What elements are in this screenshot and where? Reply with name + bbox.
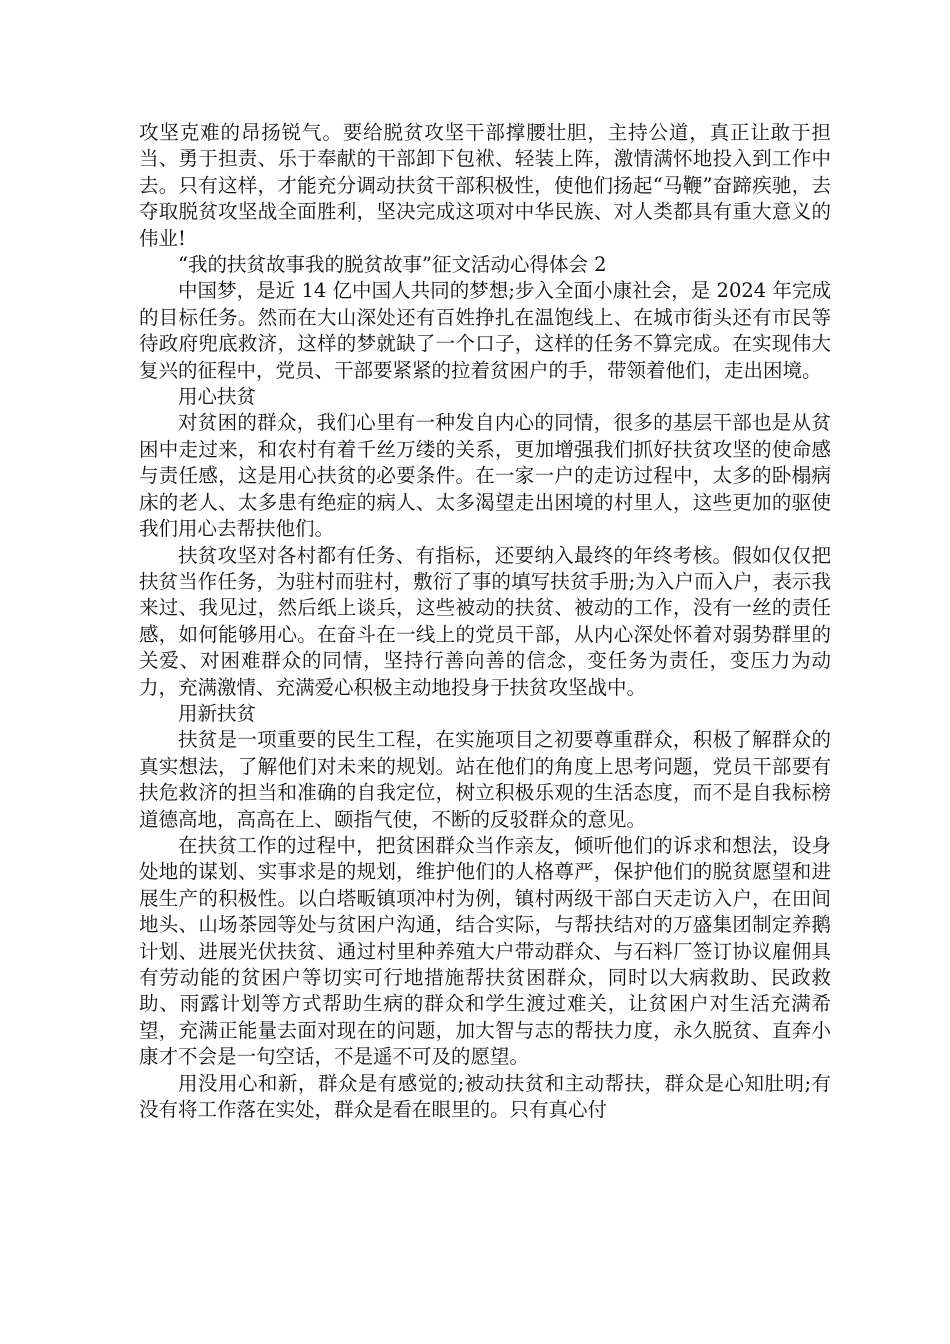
section-heading-yongxin-new: 用新扶贫 <box>178 701 257 725</box>
paragraph-new-2: 在扶贫工作的过程中，把贫困群众当作亲友，倾听他们的诉求和想法，设身处地的谋划、实事求是的规划，维护他们的人格尊严，保护他们的脱贫愿望和进展生产的积极性。以白塔畈镇项冲村为例，镇村两级干部白天走访入户，在田间地头、山场茶园等处与贫困户沟通，结合实际，与帮扶结对的万盛集团制定养鹅计划、进展光伏扶贫、通过村里种养殖大户带动群众、与石料厂签订协议雇佣具有劳动能的贫困户等切实可行地措施帮扶贫困群众，同时以大病救助、民政救助、雨露计划等方式帮助生病的群众和学生渡过难关，让贫困户对生活充满希望，充满正能量去面对现在的问题，加大智与志的帮扶力度，永久脱贫、直奔小康才不会是一句空话，不是遥不可及的愿望。 <box>139 833 831 1069</box>
paragraph-1: 攻坚克难的昂扬锐气。要给脱贫攻坚干部撑腰壮胆，主持公道，真正让敢于担当、勇于担责、乐于奉献的干部卸下包袱、轻装上阵，激情满怀地投入到工作中去。只有这样，才能充分调动扶贫干部积极性，使他们扬起“马鞭”奋蹄疾驰，去夺取脱贫攻坚战全面胜利，坚决完成这项对中华民族、对人类都具有重大意义的伟业! <box>139 121 831 250</box>
section-heading-yongxin: 用心扶贫 <box>178 385 257 409</box>
essay-title: “我的扶贫故事我的脱贫故事”征文活动心得体会 2 <box>178 253 607 277</box>
paragraph-intro: 中国梦，是近 14 亿中国人共同的梦想;步入全面小康社会，是 2024 年完成的目标任务。然而在大山深处还有百姓挣扎在温饱线上、在城市街头还有市民等待政府兜底救济，这样的梦就缺了一个口子，这样的任务不算完成。在实现伟大复兴的征程中，党员、干部要紧紧的拉着贫困户的手，带领着他们，走出困境。 <box>139 279 831 382</box>
paragraph-yongxin-1: 对贫困的群众，我们心里有一种发自内心的同情，很多的基层干部也是从贫困中走过来，和农村有着千丝万缕的关系，更加增强我们抓好扶贫攻坚的使命感与责任感，这是用心扶贫的必要条件。在一家一户的走访过程中，太多的卧榻病床的老人、太多患有绝症的病人、太多渴望走出困境的村里人，这些更加的驱使我们用心去帮扶他们。 <box>139 411 831 541</box>
paragraph-yongxin-2: 扶贫攻坚对各村都有任务、有指标，还要纳入最终的年终考核。假如仅仅把扶贫当作任务，为驻村而驻村，敷衍了事的填写扶贫手册;为入户而入户，表示我来过、我见过，然后纸上谈兵，这些被动的扶贫、被动的工作，没有一丝的责任感，如何能够用心。在奋斗在一线上的党员干部，从内心深处怀着对弱势群里的关爱、对困难群众的同情，坚持行善向善的信念，变任务为责任，变压力为动力，充满激情、充满爱心积极主动地投身于扶贫攻坚战中。 <box>139 543 831 699</box>
document-body <box>139 120 831 1123</box>
paragraph-new-1: 扶贫是一项重要的民生工程，在实施项目之初要尊重群众，积极了解群众的真实想法，了解他们对未来的规划。站在他们的角度上思考问题，党员干部要有扶危救济的担当和准确的自我定位，树立积极乐观的生活态度，而不是自我标榜道德高地，高高在上、颐指气使，不断的反驳群众的意见。 <box>139 728 831 831</box>
paragraph-closing: 用没用心和新，群众是有感觉的;被动扶贫和主动帮扶，群众是心知肚明;有没有将工作落在实处，群众是看在眼里的。只有真心付 <box>139 1071 831 1122</box>
